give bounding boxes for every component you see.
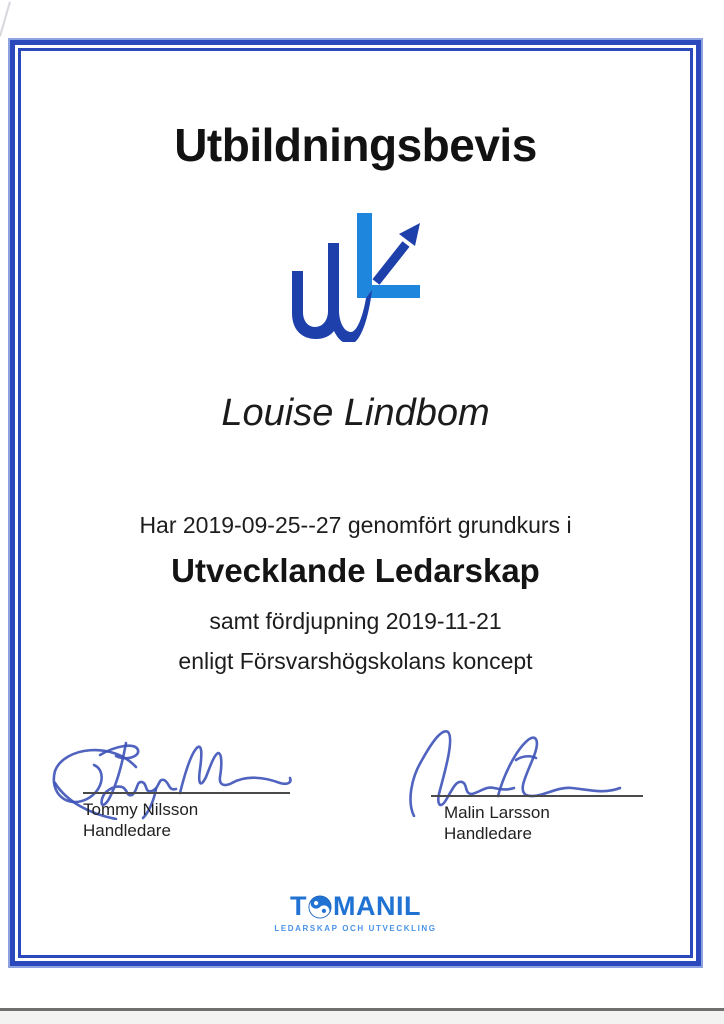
signature-line-left — [83, 792, 290, 794]
brand-prefix: T — [290, 891, 307, 921]
signer-role-left: Handledare — [83, 821, 171, 840]
footer-brand-logo — [10, 891, 701, 933]
brand-tagline: LEDARSKAP OCH UTVECKLING — [274, 924, 437, 933]
signer-name-left: Tommy Nilsson — [83, 800, 199, 819]
signer-name-right: Malin Larsson — [444, 803, 550, 822]
brand-suffix: MANIL — [333, 891, 421, 921]
recipient-name: Louise Lindbom — [221, 392, 490, 434]
ul-arrow-logo-icon — [285, 208, 425, 342]
course-intro-line: Har 2019-09-25--27 genomfört grundkurs i — [139, 512, 572, 538]
supplement-line: samt fördjupning 2019-11-21 — [209, 608, 502, 634]
signer-role-right: Handledare — [444, 824, 532, 843]
yin-yang-icon — [308, 895, 332, 919]
certificate-title: Utbildningsbevis — [174, 119, 537, 171]
scan-edge-strip — [0, 1011, 724, 1024]
scan-artifact — [0, 1, 11, 36]
signature-line-right — [431, 795, 643, 797]
course-name: Utvecklande Ledarskap — [171, 552, 540, 589]
brand-wordmark — [290, 891, 421, 922]
concept-line: enligt Försvarshögskolans koncept — [178, 648, 533, 674]
